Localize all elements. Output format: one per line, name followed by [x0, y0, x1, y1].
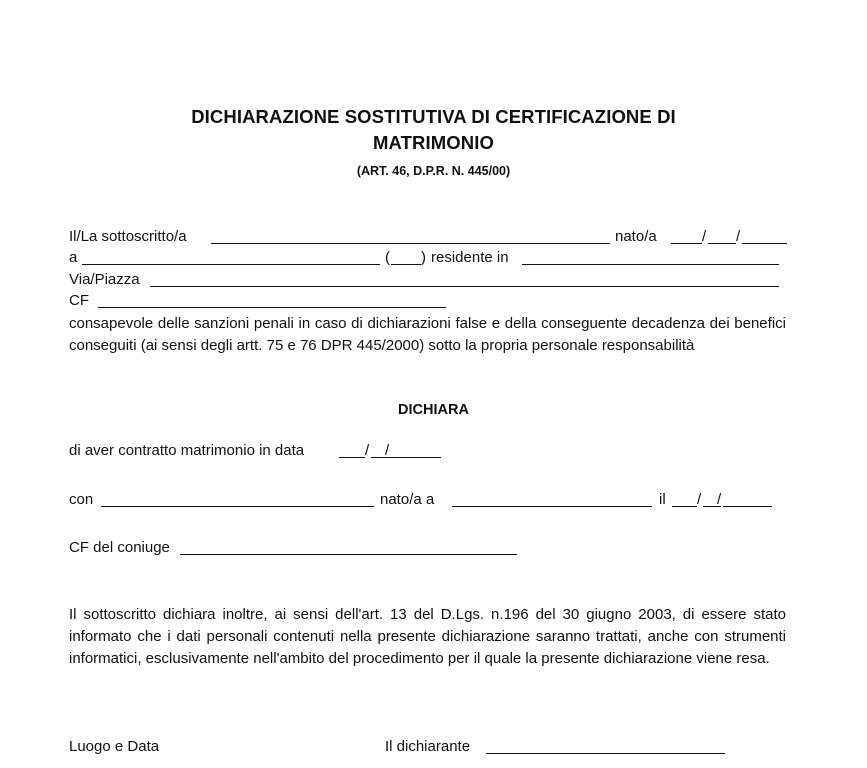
spouse-nato-label: nato/a a [380, 491, 435, 508]
date-separator: / [365, 442, 370, 459]
marriage-year-field[interactable] [391, 457, 441, 458]
address-field[interactable] [150, 286, 779, 287]
a-label: a [69, 249, 78, 266]
luogo-data-label: Luogo e Data [69, 738, 160, 755]
spouse-birth-place-field[interactable] [452, 506, 652, 507]
marriage-day-field[interactable] [339, 457, 365, 458]
birth-day-field[interactable] [671, 243, 702, 244]
nato-label: nato/a [615, 228, 657, 245]
residente-label: residente in [431, 249, 509, 266]
paren-close: ) [421, 249, 426, 266]
spouse-birth-year-field[interactable] [723, 506, 772, 507]
spouse-name-field[interactable] [101, 506, 374, 507]
date-separator: / [697, 491, 702, 508]
dichiarante-label: Il dichiarante [385, 738, 471, 755]
document-title-line2: MATRIMONIO [373, 132, 494, 153]
dichiara-heading: DICHIARA [398, 402, 469, 418]
cf-field[interactable] [98, 307, 446, 308]
date-separator: / [702, 228, 707, 245]
date-separator: / [717, 491, 722, 508]
via-label: Via/Piazza [69, 271, 140, 288]
privacy-paragraph: Il sottoscritto dichiara inoltre, ai sensi dell'art. 13 del D.Lgs. n.196 del 30 giugno 2003, di essere stato informato che i dati personali contenuti nella presente dichiarazione saranno trattati, anche con strumenti informatici, esclusivamente nell'ambito del procedimento per il quale la presente dichiarazione viene resa. [69, 606, 786, 667]
document-subtitle: (ART. 46, D.P.R. N. 445/00) [356, 164, 511, 178]
consapevole-paragraph: consapevole delle sanzioni penali in caso di dichiarazioni false e della conseguente decadenza dei benefici conseguiti (ai sensi degli artt. 75 e 76 DPR 445/2000) sotto la propria personale responsabilità [69, 315, 786, 354]
sottoscritto-label: Il/La sottoscritto/a [69, 228, 187, 245]
date-separator: / [736, 228, 741, 245]
con-label: con [69, 491, 94, 508]
document-title-line1: DICHIARAZIONE SOSTITUTIVA DI CERTIFICAZIONE DI [191, 106, 676, 127]
paren-open: ( [385, 249, 390, 266]
spouse-cf-field[interactable] [180, 554, 517, 555]
cf-coniuge-label: CF del coniuge [69, 539, 170, 556]
signature-field[interactable] [486, 753, 725, 754]
birth-month-field[interactable] [708, 243, 736, 244]
name-field[interactable] [211, 243, 610, 244]
contratto-label: di aver contratto matrimonio in data [69, 442, 305, 459]
date-separator: / [385, 442, 390, 459]
il-label: il [659, 491, 666, 508]
birth-place-field[interactable] [82, 264, 380, 265]
spouse-birth-day-field[interactable] [672, 506, 697, 507]
birth-year-field[interactable] [742, 243, 787, 244]
province-field[interactable] [391, 264, 421, 265]
cf-label: CF [69, 292, 89, 309]
residence-field[interactable] [522, 264, 779, 265]
